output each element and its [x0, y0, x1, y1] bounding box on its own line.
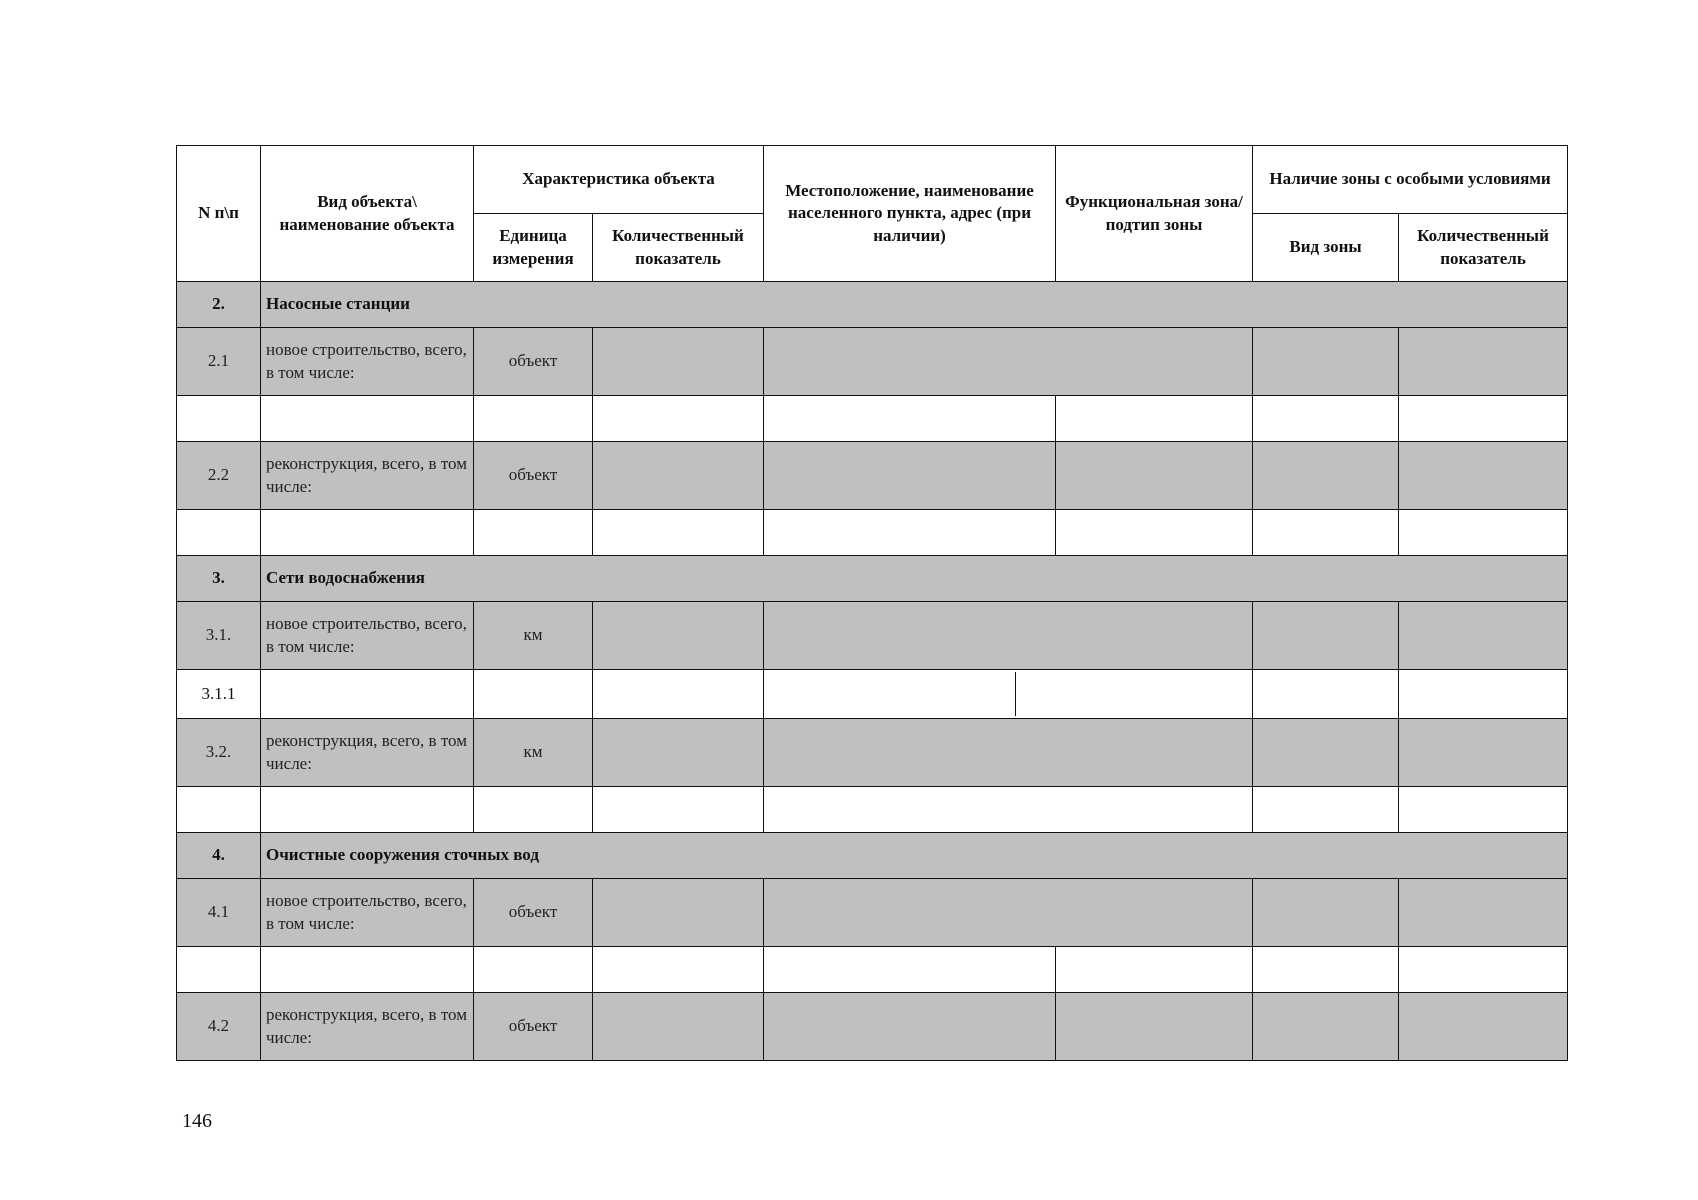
header-quantity: Количественный показатель: [593, 214, 764, 282]
row-zone-quantity: [1399, 993, 1568, 1061]
row-name: новое строительство, всего, в том числе:: [261, 602, 474, 670]
header-functional-zone: Функциональная зона/ подтип зоны: [1056, 146, 1253, 282]
row-location-split: [764, 670, 1253, 719]
table-row: [177, 993, 1568, 1061]
header-location: Местоположение, наименование населенного пункта, адрес (при наличии): [764, 146, 1056, 282]
row-zone-quantity: [1399, 879, 1568, 947]
table-row: [177, 719, 1568, 787]
row-zone-quantity: [1399, 719, 1568, 787]
row-zone-type: [1253, 602, 1399, 670]
row-zone-quantity: [1399, 442, 1568, 510]
row-zone-type: [1253, 879, 1399, 947]
row-num: 3.1.: [177, 602, 261, 670]
row-unit: объект: [474, 442, 593, 510]
header-characteristic: Характеристика объекта: [474, 146, 764, 214]
row-location: [764, 442, 1056, 510]
header-unit: Единица измерения: [474, 214, 593, 282]
table-row: [177, 947, 1568, 993]
row-zone-quantity: [1399, 328, 1568, 396]
row-num: 2.1: [177, 328, 261, 396]
table-row: [177, 396, 1568, 442]
header-zone-type: Вид зоны: [1253, 214, 1399, 282]
row-num: 3.2.: [177, 719, 261, 787]
section-row-water-supply: [177, 556, 1568, 602]
row-name: реконструкция, всего, в том числе:: [261, 719, 474, 787]
page-number: 146: [182, 1110, 212, 1132]
objects-table: [176, 145, 1568, 1061]
table-row: [177, 879, 1568, 947]
row-zone-type: [1253, 993, 1399, 1061]
table-row: [177, 442, 1568, 510]
table-row: [177, 787, 1568, 833]
row-zone-type: [1253, 442, 1399, 510]
section-title: Очистные сооружения сточных вод: [261, 833, 1568, 879]
header-type: Вид объекта\ наименование объекта: [261, 146, 474, 282]
row-quantity: [593, 879, 764, 947]
row-num: 3.1.1: [177, 670, 261, 719]
table-row: [177, 670, 1568, 719]
row-num: 4.1: [177, 879, 261, 947]
row-quantity: [593, 602, 764, 670]
row-functional-zone: [1056, 993, 1253, 1061]
header-zone-quantity: Количественный показатель: [1399, 214, 1568, 282]
row-location: [764, 328, 1253, 396]
row-unit: объект: [474, 993, 593, 1061]
header-num: N п\п: [177, 146, 261, 282]
row-quantity: [593, 442, 764, 510]
row-location: [764, 602, 1253, 670]
table-row: [177, 602, 1568, 670]
section-num: 2.: [177, 282, 261, 328]
row-unit: объект: [474, 879, 593, 947]
row-name: реконструкция, всего, в том числе:: [261, 442, 474, 510]
table-row: [177, 328, 1568, 396]
row-name: новое строительство, всего, в том числе:: [261, 328, 474, 396]
section-num: 3.: [177, 556, 261, 602]
row-zone-type: [1253, 328, 1399, 396]
row-functional-zone: [1056, 442, 1253, 510]
row-location: [764, 993, 1056, 1061]
row-num: 4.2: [177, 993, 261, 1061]
row-quantity: [593, 993, 764, 1061]
section-row-wastewater: [177, 833, 1568, 879]
row-name: реконструкция, всего, в том числе:: [261, 993, 474, 1061]
row-unit: км: [474, 719, 593, 787]
row-location: [764, 879, 1253, 947]
section-num: 4.: [177, 833, 261, 879]
row-quantity: [593, 719, 764, 787]
header-row-1: [177, 146, 1568, 214]
header-special-zone: Наличие зоны с особыми условиями: [1253, 146, 1568, 214]
row-zone-quantity: [1399, 602, 1568, 670]
row-unit: км: [474, 602, 593, 670]
section-row-pumping: [177, 282, 1568, 328]
row-name: новое строительство, всего, в том числе:: [261, 879, 474, 947]
row-quantity: [593, 328, 764, 396]
row-location: [764, 719, 1253, 787]
section-title: Сети водоснабжения: [261, 556, 1568, 602]
table-row: [177, 510, 1568, 556]
section-title: Насосные станции: [261, 282, 1568, 328]
row-zone-type: [1253, 719, 1399, 787]
row-unit: объект: [474, 328, 593, 396]
row-num: 2.2: [177, 442, 261, 510]
